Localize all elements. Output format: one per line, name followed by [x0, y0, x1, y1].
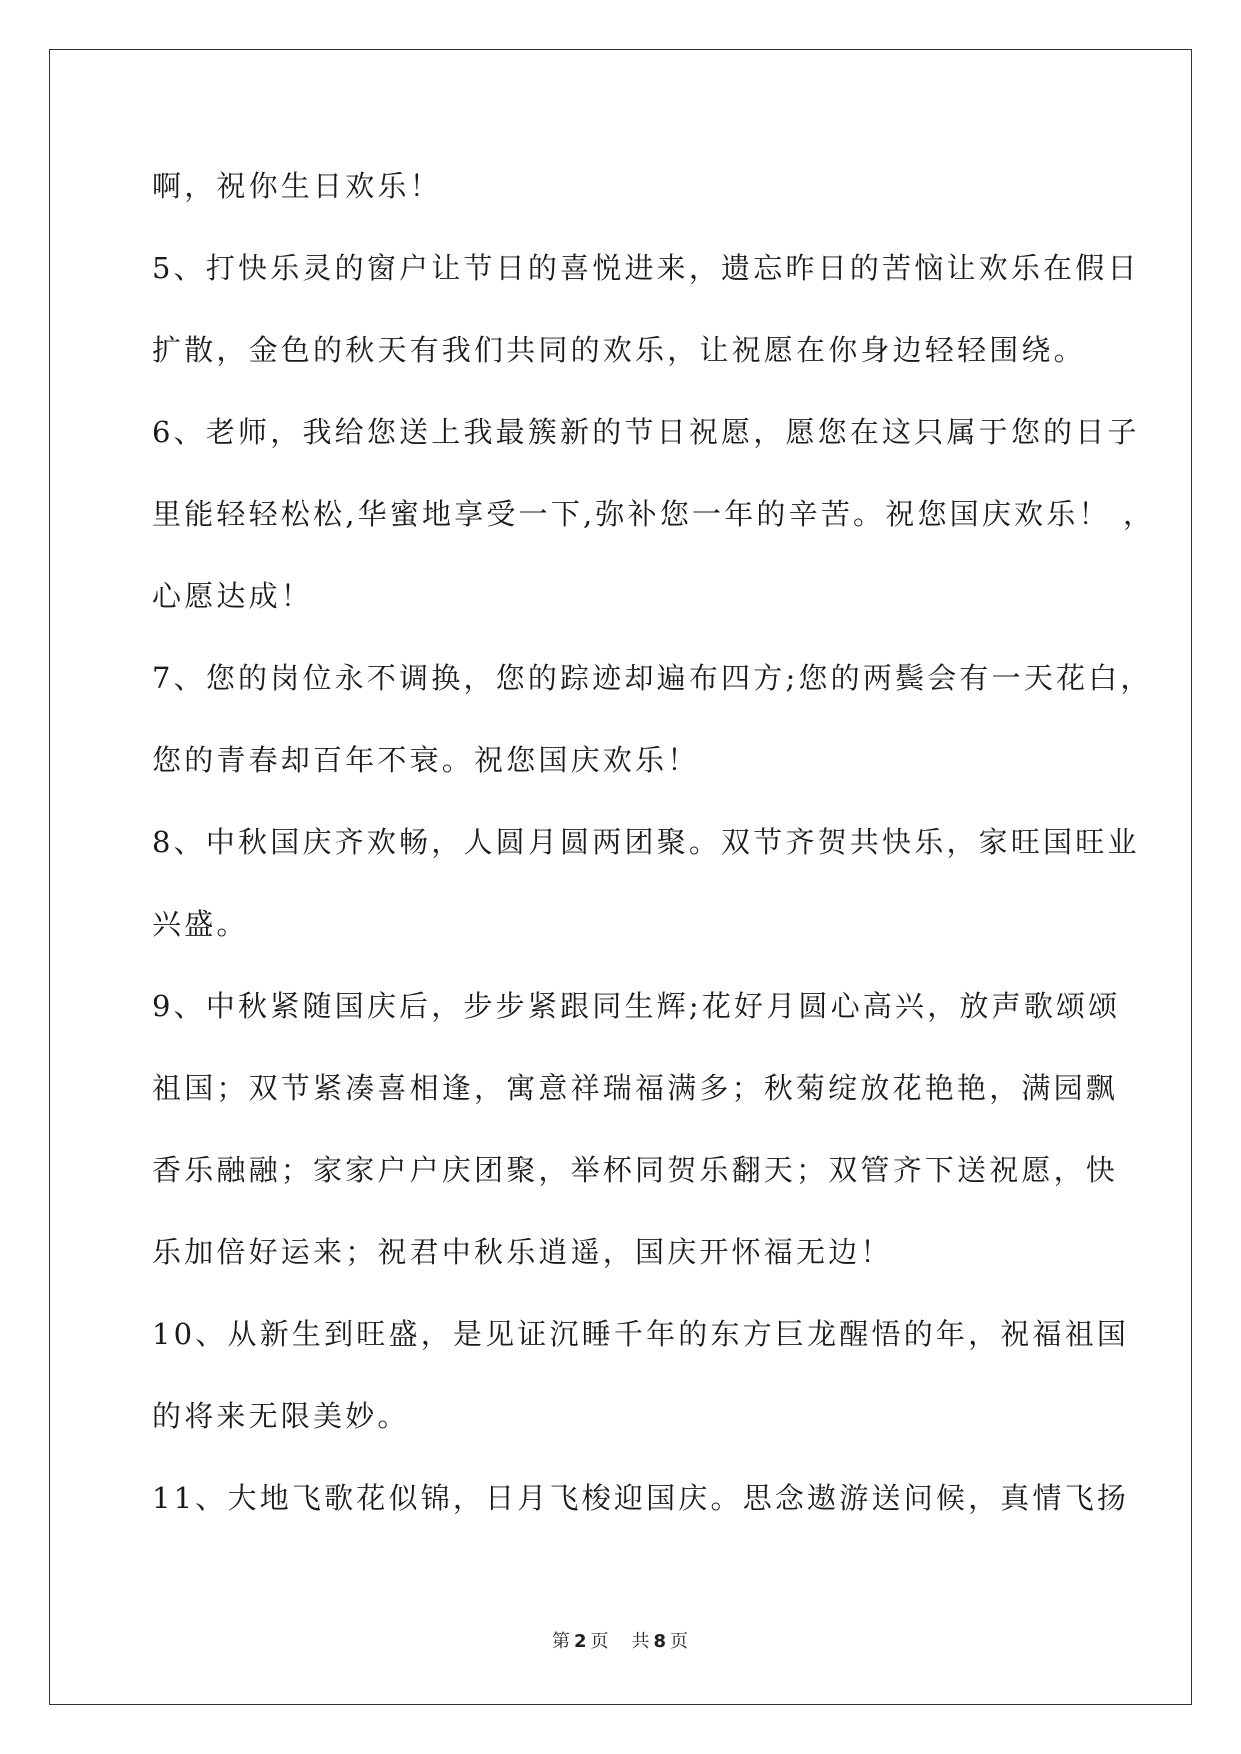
- text-line: 6、老师，我给您送上我最簇新的节日祝愿，愿您在这只属于您的日子: [152, 415, 1140, 449]
- text-line: 5、打快乐灵的窗户让节日的喜悦进来，遗忘昨日的苦恼让欢乐在假日: [152, 251, 1140, 285]
- text-line: 香乐融融；家家户户庆团聚，举杯同贺乐翻天；双管齐下送祝愿，快: [152, 1153, 1119, 1187]
- text-line: 兴盛。: [152, 907, 249, 941]
- text-line: 乐加倍好运来；祝君中秋乐逍遥，国庆开怀福无边！: [152, 1235, 893, 1269]
- text-line: 祖国；双节紧凑喜相逢，寓意祥瑞福满多；秋菊绽放花艳艳，满园飘: [152, 1071, 1119, 1105]
- text-line: 8、中秋国庆齐欢畅，人圆月圆两团聚。双节齐贺共快乐，家旺国旺业: [152, 825, 1140, 859]
- total-prefix: 共: [631, 1631, 651, 1652]
- text-line: 11、大地飞歌花似锦，日月飞梭迎国庆。思念遨游送问候，真情飞扬: [152, 1481, 1130, 1515]
- text-line: 的将来无限美妙。: [152, 1399, 410, 1433]
- total-suffix: 页: [670, 1631, 690, 1652]
- text-line: 10、从新生到旺盛，是见证沉睡千年的东方巨龙醒悟的年，祝福祖国: [152, 1317, 1130, 1351]
- page-footer: [0, 1627, 1241, 1653]
- page-current: 2: [573, 1631, 588, 1652]
- text-line: 啊，祝你生日欢乐！: [152, 169, 442, 203]
- text-line: 7、您的岗位永不调换，您的踪迹却遍布四方;您的两鬓会有一天花白，: [152, 661, 1153, 695]
- text-line: 您的青春却百年不衰。祝您国庆欢乐！: [152, 743, 700, 777]
- text-line: 9、中秋紧随国庆后，步步紧跟同生辉;花好月圆心高兴，放声歌颂颂: [152, 989, 1121, 1023]
- text-line: 扩散，金色的秋天有我们共同的欢乐，让祝愿在你身边轻轻围绕。: [152, 333, 1086, 367]
- page-suffix: 页: [590, 1631, 610, 1652]
- document-body: [152, 158, 1156, 1552]
- text-line: 里能轻轻松松,华蜜地享受一下,弥补您一年的辛苦。祝您国庆欢乐！ ，: [152, 497, 1156, 531]
- text-line: 心愿达成！: [152, 579, 314, 613]
- page-prefix: 第: [551, 1631, 571, 1652]
- page-total: 8: [653, 1631, 668, 1652]
